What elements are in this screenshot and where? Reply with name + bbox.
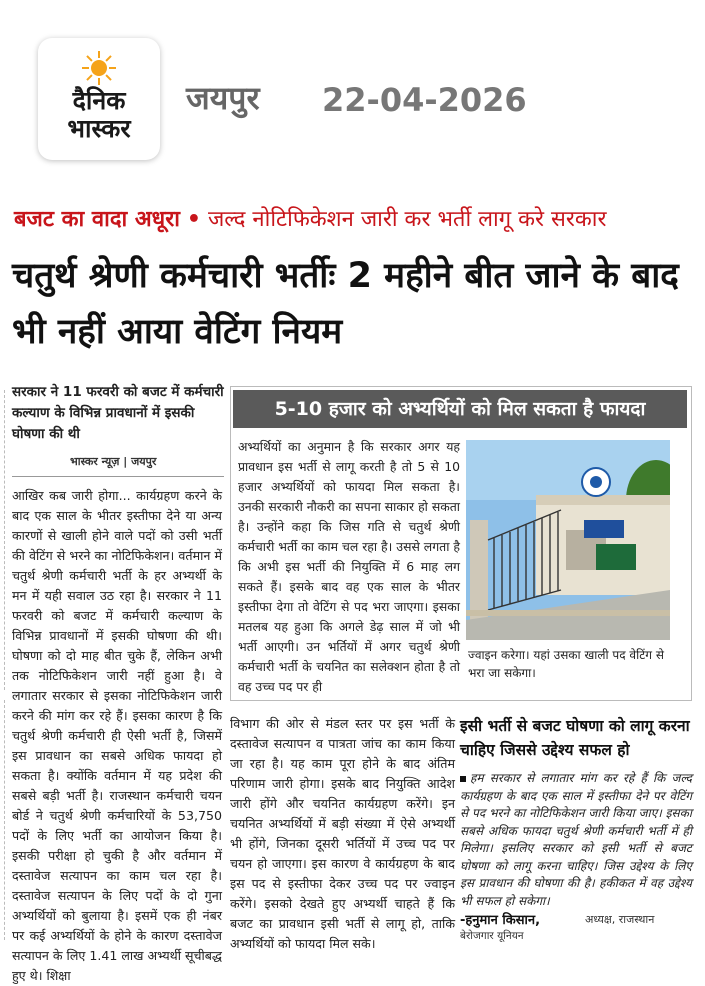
logo-text-line2: भास्कर — [67, 114, 131, 143]
body-text-left: आखिर कब जारी होगा... कार्यग्रहण करने के बाद एक साल के भीतर इस्तीफा देने या अन्य कारणों से खाली होने वाले पदों को उसी भर्ती की वेटिंग से भरने का नोटिफिकेशन। वर्तमान में चतुर्थ श्रेणी कर्मचारी भर्ती के हर अभ्यर्थी के मन में यही सवाल उठ रहा है। सरकार ने 11 फरवरी को बजट में कर्मचारी कल्याण के विभिन्न प्रावधानों में इसकी घोषणा की थी। घोषणा को दो माह बीत चुके हैं, लेकिन अभी तक नोटिफिकेशन जारी नहीं हुआ है। वे लगातार सरकार से इसका नोटिफिकेशन जारी करने की मांग कर रहे हैं। इसका कारण है कि चतुर्थ श्रेणी कर्मचारी ही ऐसी भर्ती है, जिसमें इस प्रावधान का सबसे अधिक फायदा हो सकता है। क्योंकि वर्तमान में यह प्रदेश की सबसे बड़ी भर्ती है। राजस्थान कर्मचारी चयन बोर्ड ने चतुर्थ श्रेणी कर्मचारियों के 53,750 पदों के लिए भर्ती का आयोजन किया है। इसकी परीक्षा हो चुकी है और वर्तमान में दस्तावेज सत्यापन का काम चल रहा है। दस्तावेज सत्यापन के लिए पदों के दो गुना अभ्यर्थियों को बुलाया है। इसमें एक ही नंबर पर कई अभ्यर्थियों के होने के कारण दस्तावेज सत्यापन के लिए 1.41 लाख अभ्यर्थी सूचीबद्ध हुए थे। शिक्षा — [12, 488, 222, 983]
kicker-separator: • — [186, 207, 201, 232]
quote-author-name: -हनुमान किसान, — [460, 913, 541, 928]
headline: चतुर्थ श्रेणी कर्मचारी भर्तीः 2 महीने बीत जाने के बाद भी नहीं आया वेटिंग नियम — [12, 256, 679, 352]
kicker-subtitle: जल्द नोटिफिकेशन जारी कर भर्ती लागू करे सरकार — [207, 207, 607, 232]
byline: भास्कर न्यूज़ | जयपुर — [70, 455, 157, 468]
column-dash-rule — [4, 390, 8, 690]
divider — [12, 476, 224, 477]
kicker — [14, 204, 607, 236]
logo-text-line1: दैनिक — [72, 86, 126, 115]
quote-text — [460, 770, 692, 910]
quote-headline: इसी भर्ती से बजट घोषणा को लागू करना चाहिए जिससे उद्देश्य सफल हो — [460, 717, 690, 759]
bullet-square-icon — [460, 776, 466, 782]
column-dash-rule — [4, 700, 8, 940]
info-box-text: अभ्यर्थियों का अनुमान है कि सरकार अगर यह प्रावधान इस भर्ती से लागू करती है तो 5 से 10 हजार अभ्यर्थियों को फायदा मिल सकता है। उनकी सरकारी नौकरी का सपना साकार हो सकता है। उन्होंने कहा कि जिस गति से चतुर्थ श्रेणी कर्मचारी भर्ती का काम चल रहा है। उससे लगता है कि अभी इस भर्ती की नियुक्ति में 6 माह लग सकते हैं। इसके बाद वह एक साल के भीतर इस्तीफा देगा तो वेटिंग से पद भरा जाएगा। इसका मतलब यह हुआ कि अगले डेढ़ साल में जो भी भर्ती आएगी। उन भर्तियों में अगर चतुर्थ श्रेणी कर्मचारी भर्ती के चयनित का सलेक्शन होता है तो वह उच्च पद पर ही — [238, 439, 460, 694]
body-text-middle: विभाग की ओर से मंडल स्तर पर इस भर्ती के दस्तावेज सत्यापन व पात्रता जांच का काम किया जा रहा है। यह काम पूरा होने के बाद अंतिम परिणाम जारी होगा। इसके बाद नियुक्ति आदेश जारी होंगे और चयनित कार्यग्रहण करेंगे। इन चयनित अभ्यर्थियों में बड़ी संख्या में ऐसे अभ्यर्थी भी होंगे, जिनका दूसरी भर्तियों में उच्च पद पर चयन हो जाएगा। इस कारण वे कार्यग्रहण के बाद इस पद से इस्तीफा देकर उच्च पद पर ज्वाइन करेंगे। इसको देखते हुए अभ्यर्थी चाहते हैं कि बजट का प्रावधान इसी भर्ती से लागू हो, ताकि अभ्यर्थियों को फायदा मिल सके। — [230, 716, 455, 951]
quote-text-content: हम सरकार से लगातार मांग कर रहे हैं कि जल्द कार्यग्रहण के बाद एक साल में इस्तीफा देने पर वेटिंग से पद भरने का नोटिफिकेशन जारी किया जाए। इसका सबसे अधिक फायदा चतुर्थ श्रेणी कर्मचारी भर्ती में ही मिलेगा। इसलिए सरकार को इसी भर्ती से बजट घोषणा को लागू करना चाहिए। जिस उद्देश्य के लिए इस प्रावधान की घोषणा की है। हकीकत में वह उद्देश्य भी सफल हो सकेगा। — [460, 771, 692, 908]
edition-date: 22-04-2026 — [322, 81, 527, 119]
quote-author-role: अध्यक्ष, राजस्थान — [585, 913, 655, 926]
photo-caption: ज्वाइन करेगा। यहां उसका खाली पद वेटिंग से भरा जा सकेगा। — [468, 648, 664, 680]
intro-text: सरकार ने 11 फरवरी को बजट में कर्मचारी कल्याण के विभिन्न प्रावधानों में इसकी घोषणा की थी — [12, 384, 224, 442]
sun-icon — [81, 50, 117, 86]
logo-card — [38, 38, 160, 160]
kicker-label: बजट का वादा अधूरा — [14, 207, 180, 232]
edition-city: जयपुर — [186, 79, 260, 117]
quote-author-org: बेरोजगार यूनियन — [460, 930, 524, 942]
office-gate-photo — [466, 440, 670, 640]
info-box-title: 5-10 हजार को अभ्यर्थियों को मिल सकता है फायदा — [274, 398, 646, 420]
